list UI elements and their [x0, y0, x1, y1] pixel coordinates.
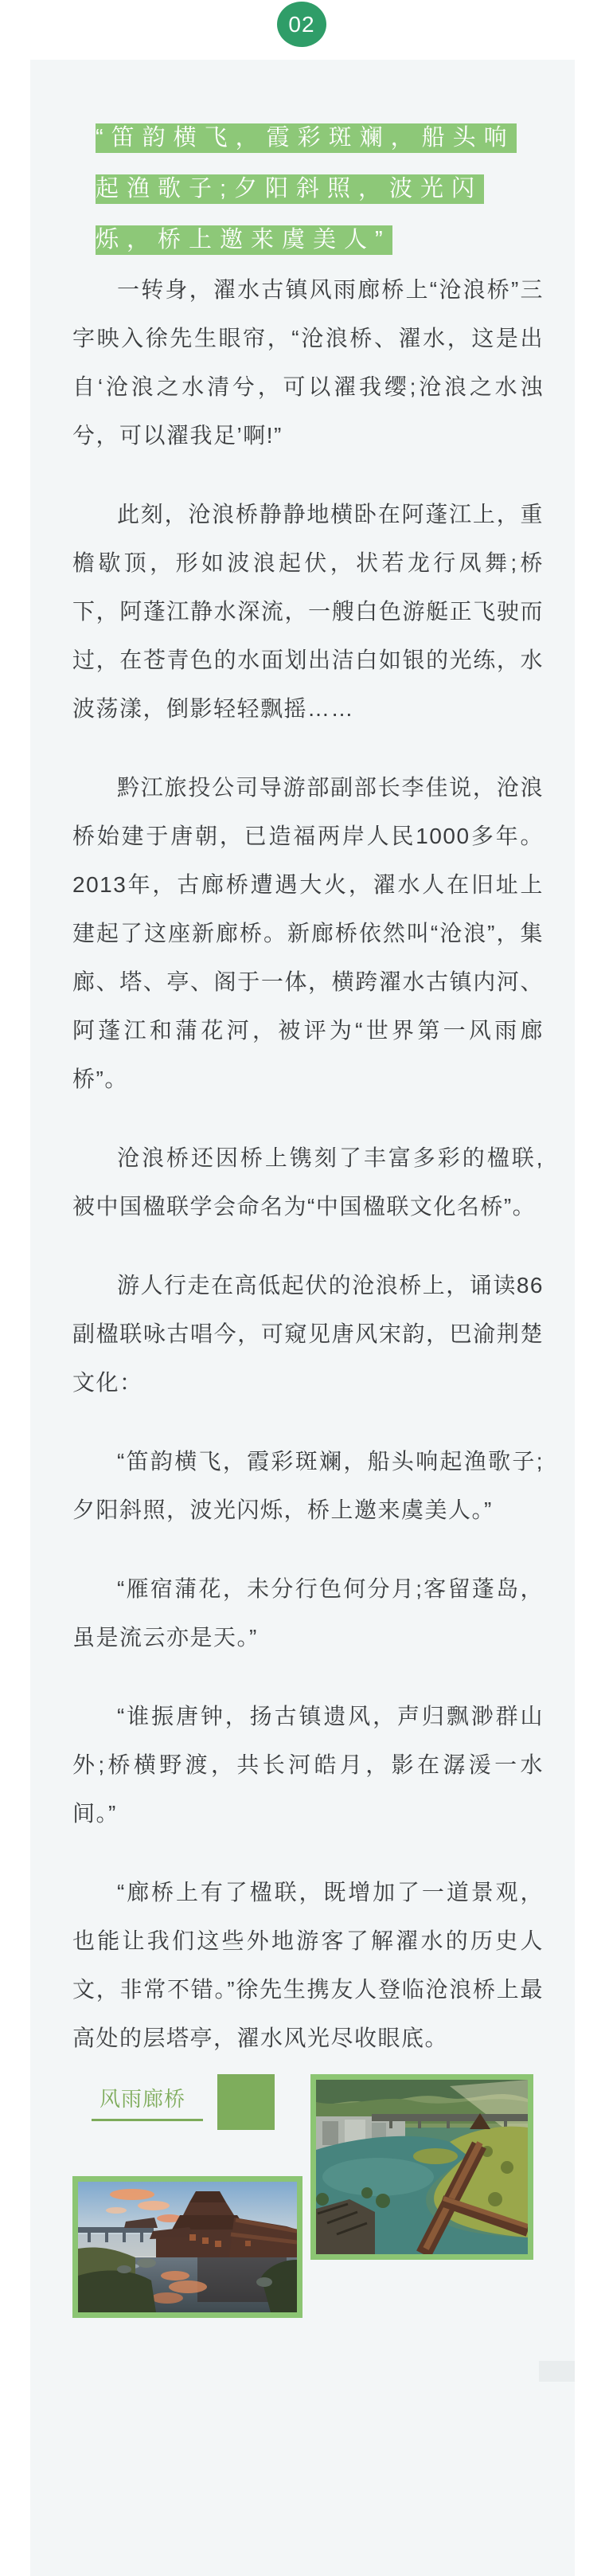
bridge-sunset-illustration: [78, 2182, 297, 2312]
bridge-sunset-photo[interactable]: [72, 2176, 302, 2318]
paragraph: 沧浪桥还因桥上镌刻了丰富多彩的楹联,被中国楹联学会命名为“中国楹联文化名桥”。: [72, 1145, 544, 1219]
section-number-badge: [277, 2, 326, 47]
paragraph-couplet: “谁振唐钟，扬古镇遗风，声归飘渺群山外;桥横野渡，共长河皓月，影在潺湲一水间。”: [72, 1704, 544, 1826]
highlighted-quote-text: “笛韵横飞，霞彩斑斓，船头响起渔歌子;夕阳斜照，波光闪烁，桥上邀来虞美人”: [96, 123, 517, 255]
decor-corner-shade: [539, 2361, 575, 2382]
paragraph-couplet: “雁宿蒲花，未分行色何分月;客留蓬岛，虽是流云亦是天。”: [72, 1576, 544, 1650]
caption-underline: [92, 2119, 203, 2121]
section-number: 02: [288, 11, 315, 37]
bridge-aerial-photo[interactable]: [310, 2074, 533, 2260]
article-card: [30, 60, 575, 2576]
photo-caption-label: 风雨廊桥: [100, 2087, 186, 2111]
paragraph: “廊桥上有了楹联，既增加了一道景观，也能让我们这些外地游客了解濯水的历史人文，非常不错。”徐先生携友人登临沧浪桥上最高处的层塔亭，濯水风光尽收眼底。: [72, 1880, 544, 2050]
paragraph: 一转身，濯水古镇风雨廊桥上“沧浪桥”三字映入徐先生眼帘，“沧浪桥、濯水，这是出自‘沧浪之水清兮，可以濯我缨;沧浪之水浊兮，可以濯我足’啊!”: [72, 277, 544, 448]
highlighted-quote-block: [96, 112, 544, 265]
paragraph: 黔江旅投公司导游部副部长李佳说，沧浪桥始建于唐朝，已造福两岸人民1000多年。2013年，古廊桥遭遇大火，濯水人在旧址上建起了这座新廊桥。新廊桥依然叫“沧浪”，集廊、塔、亭、阁于一体，横跨濯水古镇内河、阿蓬江和蒲花河，被评为“世界第一风雨廊桥”。: [72, 775, 544, 1091]
paragraph-couplet: “笛韵横飞，霞彩斑斓，船头响起渔歌子;夕阳斜照，波光闪烁，桥上邀来虞美人。”: [72, 1449, 544, 1522]
decor-green-square: [217, 2074, 275, 2130]
bridge-aerial-illustration: [316, 2080, 528, 2254]
paragraph: 此刻，沧浪桥静静地横卧在阿蓬江上，重檐歇顶，形如波浪起伏，状若龙行凤舞;桥下，阿蓬江静水深流，一艘白色游艇正飞驶而过，在苍青色的水面划出洁白如银的光练，水波荡漾，倒影轻轻飘摇……: [72, 502, 544, 721]
paragraph: 游人行走在高低起伏的沧浪桥上，诵读86副楹联咏古唱今，可窥见唐风宋韵，巴渝荆楚文化：: [72, 1273, 544, 1395]
photo-caption-section: [72, 2074, 544, 2382]
